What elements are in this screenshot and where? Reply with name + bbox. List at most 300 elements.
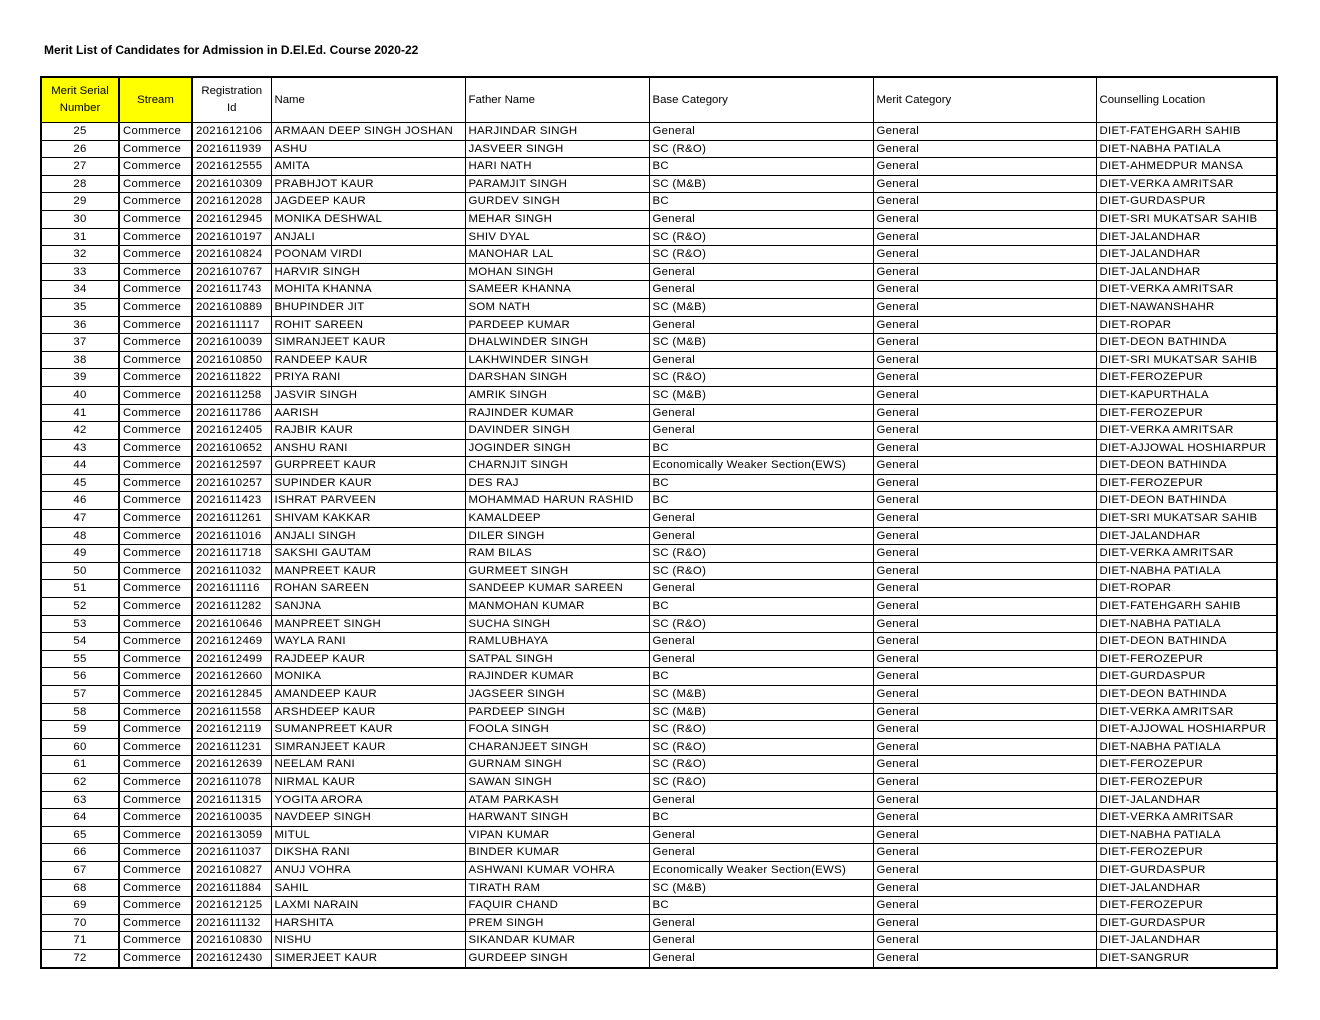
cell-merit-category: General xyxy=(873,598,1096,616)
cell-merit-category: General xyxy=(873,861,1096,879)
cell-registration-id: 2021612125 xyxy=(192,897,271,915)
header-name: Name xyxy=(271,77,465,123)
cell-stream: Commerce xyxy=(119,773,192,791)
cell-name: MANPREET KAUR xyxy=(271,562,465,580)
cell-merit-category: General xyxy=(873,369,1096,387)
cell-merit-serial-number: 37 xyxy=(41,334,119,352)
cell-counselling-location: DIET-NABHA PATIALA xyxy=(1096,826,1277,844)
cell-name: DIKSHA RANI xyxy=(271,844,465,862)
cell-merit-serial-number: 34 xyxy=(41,281,119,299)
cell-name: HARVIR SINGH xyxy=(271,263,465,281)
cell-name: SAKSHI GAUTAM xyxy=(271,545,465,563)
cell-merit-category: General xyxy=(873,175,1096,193)
cell-counselling-location: DIET-FEROZEPUR xyxy=(1096,474,1277,492)
cell-counselling-location: DIET-SANGRUR xyxy=(1096,949,1277,967)
cell-counselling-location: DIET-AHMEDPUR MANSA xyxy=(1096,158,1277,176)
table-row xyxy=(41,826,1277,844)
cell-registration-id: 2021610039 xyxy=(192,334,271,352)
cell-registration-id: 2021610850 xyxy=(192,351,271,369)
cell-father-name: JAGSEER SINGH xyxy=(465,686,649,704)
cell-base-category: BC xyxy=(649,474,873,492)
cell-merit-category: General xyxy=(873,650,1096,668)
table-row xyxy=(41,158,1277,176)
cell-merit-category: General xyxy=(873,721,1096,739)
table-row xyxy=(41,369,1277,387)
cell-stream: Commerce xyxy=(119,228,192,246)
cell-registration-id: 2021612430 xyxy=(192,949,271,967)
cell-base-category: General xyxy=(649,844,873,862)
cell-stream: Commerce xyxy=(119,404,192,422)
cell-counselling-location: DIET-FEROZEPUR xyxy=(1096,756,1277,774)
cell-stream: Commerce xyxy=(119,668,192,686)
cell-merit-category: General xyxy=(873,404,1096,422)
cell-merit-category: General xyxy=(873,298,1096,316)
cell-name: GURPREET KAUR xyxy=(271,457,465,475)
cell-stream: Commerce xyxy=(119,510,192,528)
table-row xyxy=(41,193,1277,211)
cell-merit-category: General xyxy=(873,422,1096,440)
cell-father-name: TIRATH RAM xyxy=(465,879,649,897)
cell-name: NIRMAL KAUR xyxy=(271,773,465,791)
cell-counselling-location: DIET-JALANDHAR xyxy=(1096,879,1277,897)
cell-merit-serial-number: 36 xyxy=(41,316,119,334)
cell-base-category: BC xyxy=(649,897,873,915)
cell-stream: Commerce xyxy=(119,826,192,844)
cell-father-name: MEHAR SINGH xyxy=(465,210,649,228)
cell-name: MANPREET SINGH xyxy=(271,615,465,633)
cell-base-category: General xyxy=(649,826,873,844)
table-row xyxy=(41,246,1277,264)
table-row xyxy=(41,457,1277,475)
cell-counselling-location: DIET-NABHA PATIALA xyxy=(1096,140,1277,158)
cell-stream: Commerce xyxy=(119,914,192,932)
cell-name: SUPINDER KAUR xyxy=(271,474,465,492)
cell-merit-serial-number: 70 xyxy=(41,914,119,932)
cell-stream: Commerce xyxy=(119,281,192,299)
table-row xyxy=(41,281,1277,299)
cell-registration-id: 2021611016 xyxy=(192,527,271,545)
cell-name: NEELAM RANI xyxy=(271,756,465,774)
cell-merit-serial-number: 27 xyxy=(41,158,119,176)
cell-merit-category: General xyxy=(873,246,1096,264)
cell-father-name: FOOLA SINGH xyxy=(465,721,649,739)
table-row xyxy=(41,351,1277,369)
cell-registration-id: 2021610889 xyxy=(192,298,271,316)
cell-stream: Commerce xyxy=(119,492,192,510)
cell-registration-id: 2021611117 xyxy=(192,316,271,334)
cell-father-name: MANOHAR LAL xyxy=(465,246,649,264)
cell-stream: Commerce xyxy=(119,861,192,879)
cell-merit-category: General xyxy=(873,756,1096,774)
cell-merit-category: General xyxy=(873,123,1096,141)
cell-father-name: RAMLUBHAYA xyxy=(465,633,649,651)
cell-registration-id: 2021610646 xyxy=(192,615,271,633)
cell-base-category: SC (M&B) xyxy=(649,334,873,352)
cell-father-name: MANMOHAN KUMAR xyxy=(465,598,649,616)
cell-merit-category: General xyxy=(873,334,1096,352)
cell-registration-id: 2021611261 xyxy=(192,510,271,528)
table-row xyxy=(41,562,1277,580)
cell-registration-id: 2021611078 xyxy=(192,773,271,791)
cell-base-category: General xyxy=(649,791,873,809)
cell-base-category: General xyxy=(649,932,873,950)
cell-father-name: DES RAJ xyxy=(465,474,649,492)
cell-base-category: Economically Weaker Section(EWS) xyxy=(649,861,873,879)
cell-counselling-location: DIET-VERKA AMRITSAR xyxy=(1096,422,1277,440)
cell-merit-serial-number: 65 xyxy=(41,826,119,844)
cell-registration-id: 2021612597 xyxy=(192,457,271,475)
table-row xyxy=(41,738,1277,756)
cell-stream: Commerce xyxy=(119,949,192,967)
document-title: Merit List of Candidates for Admission in D.El.Ed. Course 2020-22 xyxy=(44,43,419,57)
cell-name: ANUJ VOHRA xyxy=(271,861,465,879)
cell-base-category: General xyxy=(649,527,873,545)
cell-father-name: LAKHWINDER SINGH xyxy=(465,351,649,369)
cell-father-name: HARI NATH xyxy=(465,158,649,176)
cell-stream: Commerce xyxy=(119,809,192,827)
cell-stream: Commerce xyxy=(119,897,192,915)
cell-registration-id: 2021611718 xyxy=(192,545,271,563)
cell-father-name: HARWANT SINGH xyxy=(465,809,649,827)
cell-stream: Commerce xyxy=(119,351,192,369)
cell-stream: Commerce xyxy=(119,527,192,545)
cell-registration-id: 2021612106 xyxy=(192,123,271,141)
cell-merit-serial-number: 31 xyxy=(41,228,119,246)
table-row xyxy=(41,123,1277,141)
table-row xyxy=(41,949,1277,967)
cell-merit-serial-number: 72 xyxy=(41,949,119,967)
cell-merit-category: General xyxy=(873,738,1096,756)
cell-counselling-location: DIET-JALANDHAR xyxy=(1096,791,1277,809)
cell-father-name: KAMALDEEP xyxy=(465,510,649,528)
cell-base-category: SC (M&B) xyxy=(649,686,873,704)
cell-base-category: SC (R&O) xyxy=(649,562,873,580)
cell-merit-serial-number: 35 xyxy=(41,298,119,316)
cell-merit-category: General xyxy=(873,158,1096,176)
cell-registration-id: 2021610767 xyxy=(192,263,271,281)
cell-registration-id: 2021612499 xyxy=(192,650,271,668)
cell-father-name: RAJINDER KUMAR xyxy=(465,404,649,422)
cell-registration-id: 2021610830 xyxy=(192,932,271,950)
cell-registration-id: 2021611037 xyxy=(192,844,271,862)
cell-stream: Commerce xyxy=(119,598,192,616)
cell-merit-category: General xyxy=(873,281,1096,299)
table-row xyxy=(41,228,1277,246)
cell-counselling-location: DIET-DEON BATHINDA xyxy=(1096,633,1277,651)
table-row xyxy=(41,844,1277,862)
cell-stream: Commerce xyxy=(119,756,192,774)
cell-name: YOGITA ARORA xyxy=(271,791,465,809)
cell-counselling-location: DIET-JALANDHAR xyxy=(1096,228,1277,246)
cell-name: MOHITA KHANNA xyxy=(271,281,465,299)
cell-counselling-location: DIET-NABHA PATIALA xyxy=(1096,615,1277,633)
cell-counselling-location: DIET-JALANDHAR xyxy=(1096,527,1277,545)
cell-registration-id: 2021612660 xyxy=(192,668,271,686)
cell-registration-id: 2021612945 xyxy=(192,210,271,228)
cell-counselling-location: DIET-ROPAR xyxy=(1096,580,1277,598)
cell-counselling-location: DIET-FEROZEPUR xyxy=(1096,897,1277,915)
cell-registration-id: 2021610257 xyxy=(192,474,271,492)
cell-stream: Commerce xyxy=(119,474,192,492)
cell-father-name: FAQUIR CHAND xyxy=(465,897,649,915)
cell-father-name: RAJINDER KUMAR xyxy=(465,668,649,686)
cell-stream: Commerce xyxy=(119,562,192,580)
cell-base-category: BC xyxy=(649,598,873,616)
cell-merit-category: General xyxy=(873,140,1096,158)
cell-counselling-location: DIET-VERKA AMRITSAR xyxy=(1096,175,1277,193)
cell-name: JASVIR SINGH xyxy=(271,386,465,404)
cell-merit-serial-number: 55 xyxy=(41,650,119,668)
table-row xyxy=(41,703,1277,721)
cell-registration-id: 2021611116 xyxy=(192,580,271,598)
table-row xyxy=(41,439,1277,457)
cell-registration-id: 2021611822 xyxy=(192,369,271,387)
cell-father-name: ASHWANI KUMAR VOHRA xyxy=(465,861,649,879)
table-row xyxy=(41,404,1277,422)
cell-base-category: SC (R&O) xyxy=(649,140,873,158)
cell-merit-serial-number: 45 xyxy=(41,474,119,492)
cell-merit-category: General xyxy=(873,809,1096,827)
cell-name: HARSHITA xyxy=(271,914,465,932)
cell-merit-serial-number: 67 xyxy=(41,861,119,879)
table-row xyxy=(41,809,1277,827)
cell-merit-serial-number: 62 xyxy=(41,773,119,791)
cell-merit-serial-number: 64 xyxy=(41,809,119,827)
cell-stream: Commerce xyxy=(119,545,192,563)
cell-counselling-location: DIET-JALANDHAR xyxy=(1096,263,1277,281)
cell-merit-serial-number: 48 xyxy=(41,527,119,545)
cell-base-category: SC (R&O) xyxy=(649,615,873,633)
cell-counselling-location: DIET-SRI MUKATSAR SAHIB xyxy=(1096,510,1277,528)
cell-stream: Commerce xyxy=(119,721,192,739)
cell-base-category: General xyxy=(649,580,873,598)
cell-father-name: MOHAMMAD HARUN RASHID xyxy=(465,492,649,510)
cell-registration-id: 2021611258 xyxy=(192,386,271,404)
cell-counselling-location: DIET-SRI MUKATSAR SAHIB xyxy=(1096,210,1277,228)
cell-name: RANDEEP KAUR xyxy=(271,351,465,369)
cell-merit-category: General xyxy=(873,351,1096,369)
cell-base-category: General xyxy=(649,123,873,141)
cell-father-name: PARDEEP SINGH xyxy=(465,703,649,721)
cell-name: ROHAN SAREEN xyxy=(271,580,465,598)
cell-father-name: SANDEEP KUMAR SAREEN xyxy=(465,580,649,598)
cell-base-category: SC (M&B) xyxy=(649,175,873,193)
header-stream: Stream xyxy=(119,77,192,123)
cell-merit-category: General xyxy=(873,826,1096,844)
table-row xyxy=(41,897,1277,915)
cell-base-category: Economically Weaker Section(EWS) xyxy=(649,457,873,475)
table-row xyxy=(41,615,1277,633)
header-merit-category: Merit Category xyxy=(873,77,1096,123)
cell-name: ANJALI SINGH xyxy=(271,527,465,545)
cell-merit-category: General xyxy=(873,457,1096,475)
cell-stream: Commerce xyxy=(119,140,192,158)
cell-counselling-location: DIET-FEROZEPUR xyxy=(1096,404,1277,422)
cell-merit-category: General xyxy=(873,615,1096,633)
table-row xyxy=(41,510,1277,528)
cell-registration-id: 2021611939 xyxy=(192,140,271,158)
cell-base-category: BC xyxy=(649,492,873,510)
cell-merit-serial-number: 29 xyxy=(41,193,119,211)
cell-base-category: General xyxy=(649,633,873,651)
cell-counselling-location: DIET-DEON BATHINDA xyxy=(1096,492,1277,510)
table-row xyxy=(41,861,1277,879)
cell-name: NAVDEEP SINGH xyxy=(271,809,465,827)
cell-merit-serial-number: 58 xyxy=(41,703,119,721)
header-base-category: Base Category xyxy=(649,77,873,123)
cell-merit-category: General xyxy=(873,562,1096,580)
cell-father-name: SOM NATH xyxy=(465,298,649,316)
cell-counselling-location: DIET-VERKA AMRITSAR xyxy=(1096,809,1277,827)
table-row xyxy=(41,474,1277,492)
cell-base-category: General xyxy=(649,281,873,299)
cell-merit-serial-number: 53 xyxy=(41,615,119,633)
cell-registration-id: 2021612845 xyxy=(192,686,271,704)
cell-merit-serial-number: 44 xyxy=(41,457,119,475)
cell-name: SHIVAM KAKKAR xyxy=(271,510,465,528)
cell-name: ASHU xyxy=(271,140,465,158)
table-row xyxy=(41,422,1277,440)
table-body xyxy=(41,123,1277,968)
cell-stream: Commerce xyxy=(119,650,192,668)
cell-name: SAHIL xyxy=(271,879,465,897)
cell-stream: Commerce xyxy=(119,615,192,633)
cell-merit-category: General xyxy=(873,879,1096,897)
cell-father-name: SAMEER KHANNA xyxy=(465,281,649,299)
table-row xyxy=(41,686,1277,704)
cell-counselling-location: DIET-GURDASPUR xyxy=(1096,193,1277,211)
cell-stream: Commerce xyxy=(119,298,192,316)
cell-registration-id: 2021610652 xyxy=(192,439,271,457)
cell-name: RAJBIR KAUR xyxy=(271,422,465,440)
table-row xyxy=(41,527,1277,545)
cell-merit-serial-number: 25 xyxy=(41,123,119,141)
cell-merit-serial-number: 47 xyxy=(41,510,119,528)
cell-merit-category: General xyxy=(873,492,1096,510)
cell-base-category: BC xyxy=(649,439,873,457)
cell-stream: Commerce xyxy=(119,334,192,352)
cell-father-name: PREM SINGH xyxy=(465,914,649,932)
cell-registration-id: 2021610309 xyxy=(192,175,271,193)
cell-name: ISHRAT PARVEEN xyxy=(271,492,465,510)
cell-father-name: GURNAM SINGH xyxy=(465,756,649,774)
cell-base-category: SC (M&B) xyxy=(649,298,873,316)
cell-name: PRIYA RANI xyxy=(271,369,465,387)
cell-merit-category: General xyxy=(873,439,1096,457)
cell-name: WAYLA RANI xyxy=(271,633,465,651)
cell-father-name: CHARANJEET SINGH xyxy=(465,738,649,756)
cell-counselling-location: DIET-JALANDHAR xyxy=(1096,246,1277,264)
cell-merit-serial-number: 38 xyxy=(41,351,119,369)
cell-father-name: AMRIK SINGH xyxy=(465,386,649,404)
cell-name: MONIKA DESHWAL xyxy=(271,210,465,228)
cell-merit-serial-number: 63 xyxy=(41,791,119,809)
cell-merit-serial-number: 66 xyxy=(41,844,119,862)
cell-base-category: SC (M&B) xyxy=(649,703,873,721)
cell-stream: Commerce xyxy=(119,193,192,211)
cell-father-name: ATAM PARKASH xyxy=(465,791,649,809)
merit-list-table xyxy=(40,76,1278,969)
cell-registration-id: 2021611558 xyxy=(192,703,271,721)
cell-registration-id: 2021612119 xyxy=(192,721,271,739)
cell-name: LAXMI NARAIN xyxy=(271,897,465,915)
cell-father-name: PARAMJIT SINGH xyxy=(465,175,649,193)
table-row xyxy=(41,773,1277,791)
cell-name: AARISH xyxy=(271,404,465,422)
cell-merit-category: General xyxy=(873,386,1096,404)
table-row xyxy=(41,879,1277,897)
cell-name: MITUL xyxy=(271,826,465,844)
cell-father-name: SUCHA SINGH xyxy=(465,615,649,633)
cell-stream: Commerce xyxy=(119,457,192,475)
cell-base-category: SC (R&O) xyxy=(649,545,873,563)
cell-base-category: General xyxy=(649,510,873,528)
cell-counselling-location: DIET-AJJOWAL HOSHIARPUR xyxy=(1096,721,1277,739)
cell-registration-id: 2021611032 xyxy=(192,562,271,580)
cell-stream: Commerce xyxy=(119,175,192,193)
header-counselling-location: Counselling Location xyxy=(1096,77,1277,123)
cell-name: PRABHJOT KAUR xyxy=(271,175,465,193)
cell-stream: Commerce xyxy=(119,386,192,404)
cell-name: JAGDEEP KAUR xyxy=(271,193,465,211)
cell-counselling-location: DIET-SRI MUKATSAR SAHIB xyxy=(1096,351,1277,369)
cell-merit-category: General xyxy=(873,844,1096,862)
cell-name: NISHU xyxy=(271,932,465,950)
cell-registration-id: 2021613059 xyxy=(192,826,271,844)
cell-father-name: DARSHAN SINGH xyxy=(465,369,649,387)
cell-merit-serial-number: 61 xyxy=(41,756,119,774)
cell-registration-id: 2021610035 xyxy=(192,809,271,827)
cell-counselling-location: DIET-VERKA AMRITSAR xyxy=(1096,703,1277,721)
cell-father-name: HARJINDAR SINGH xyxy=(465,123,649,141)
table-row xyxy=(41,492,1277,510)
table-row xyxy=(41,140,1277,158)
cell-name: BHUPINDER JIT xyxy=(271,298,465,316)
cell-merit-category: General xyxy=(873,949,1096,967)
cell-counselling-location: DIET-ROPAR xyxy=(1096,316,1277,334)
cell-stream: Commerce xyxy=(119,633,192,651)
cell-merit-category: General xyxy=(873,932,1096,950)
cell-base-category: SC (R&O) xyxy=(649,228,873,246)
cell-stream: Commerce xyxy=(119,791,192,809)
cell-merit-category: General xyxy=(873,316,1096,334)
table-row xyxy=(41,650,1277,668)
cell-merit-category: General xyxy=(873,193,1096,211)
cell-name: ANJALI xyxy=(271,228,465,246)
cell-merit-serial-number: 49 xyxy=(41,545,119,563)
cell-stream: Commerce xyxy=(119,932,192,950)
cell-merit-serial-number: 68 xyxy=(41,879,119,897)
cell-father-name: PARDEEP KUMAR xyxy=(465,316,649,334)
table-row xyxy=(41,334,1277,352)
cell-counselling-location: DIET-VERKA AMRITSAR xyxy=(1096,545,1277,563)
cell-stream: Commerce xyxy=(119,686,192,704)
cell-merit-serial-number: 32 xyxy=(41,246,119,264)
cell-name: POONAM VIRDI xyxy=(271,246,465,264)
table-row xyxy=(41,756,1277,774)
cell-base-category: General xyxy=(649,650,873,668)
cell-base-category: SC (M&B) xyxy=(649,879,873,897)
cell-father-name: CHARNJIT SINGH xyxy=(465,457,649,475)
cell-merit-serial-number: 56 xyxy=(41,668,119,686)
cell-registration-id: 2021610827 xyxy=(192,861,271,879)
header-merit-serial-number: Merit Serial Number xyxy=(41,77,119,123)
cell-stream: Commerce xyxy=(119,316,192,334)
table-header-row xyxy=(41,77,1277,123)
cell-counselling-location: DIET-FEROZEPUR xyxy=(1096,369,1277,387)
table-row xyxy=(41,914,1277,932)
cell-merit-serial-number: 71 xyxy=(41,932,119,950)
